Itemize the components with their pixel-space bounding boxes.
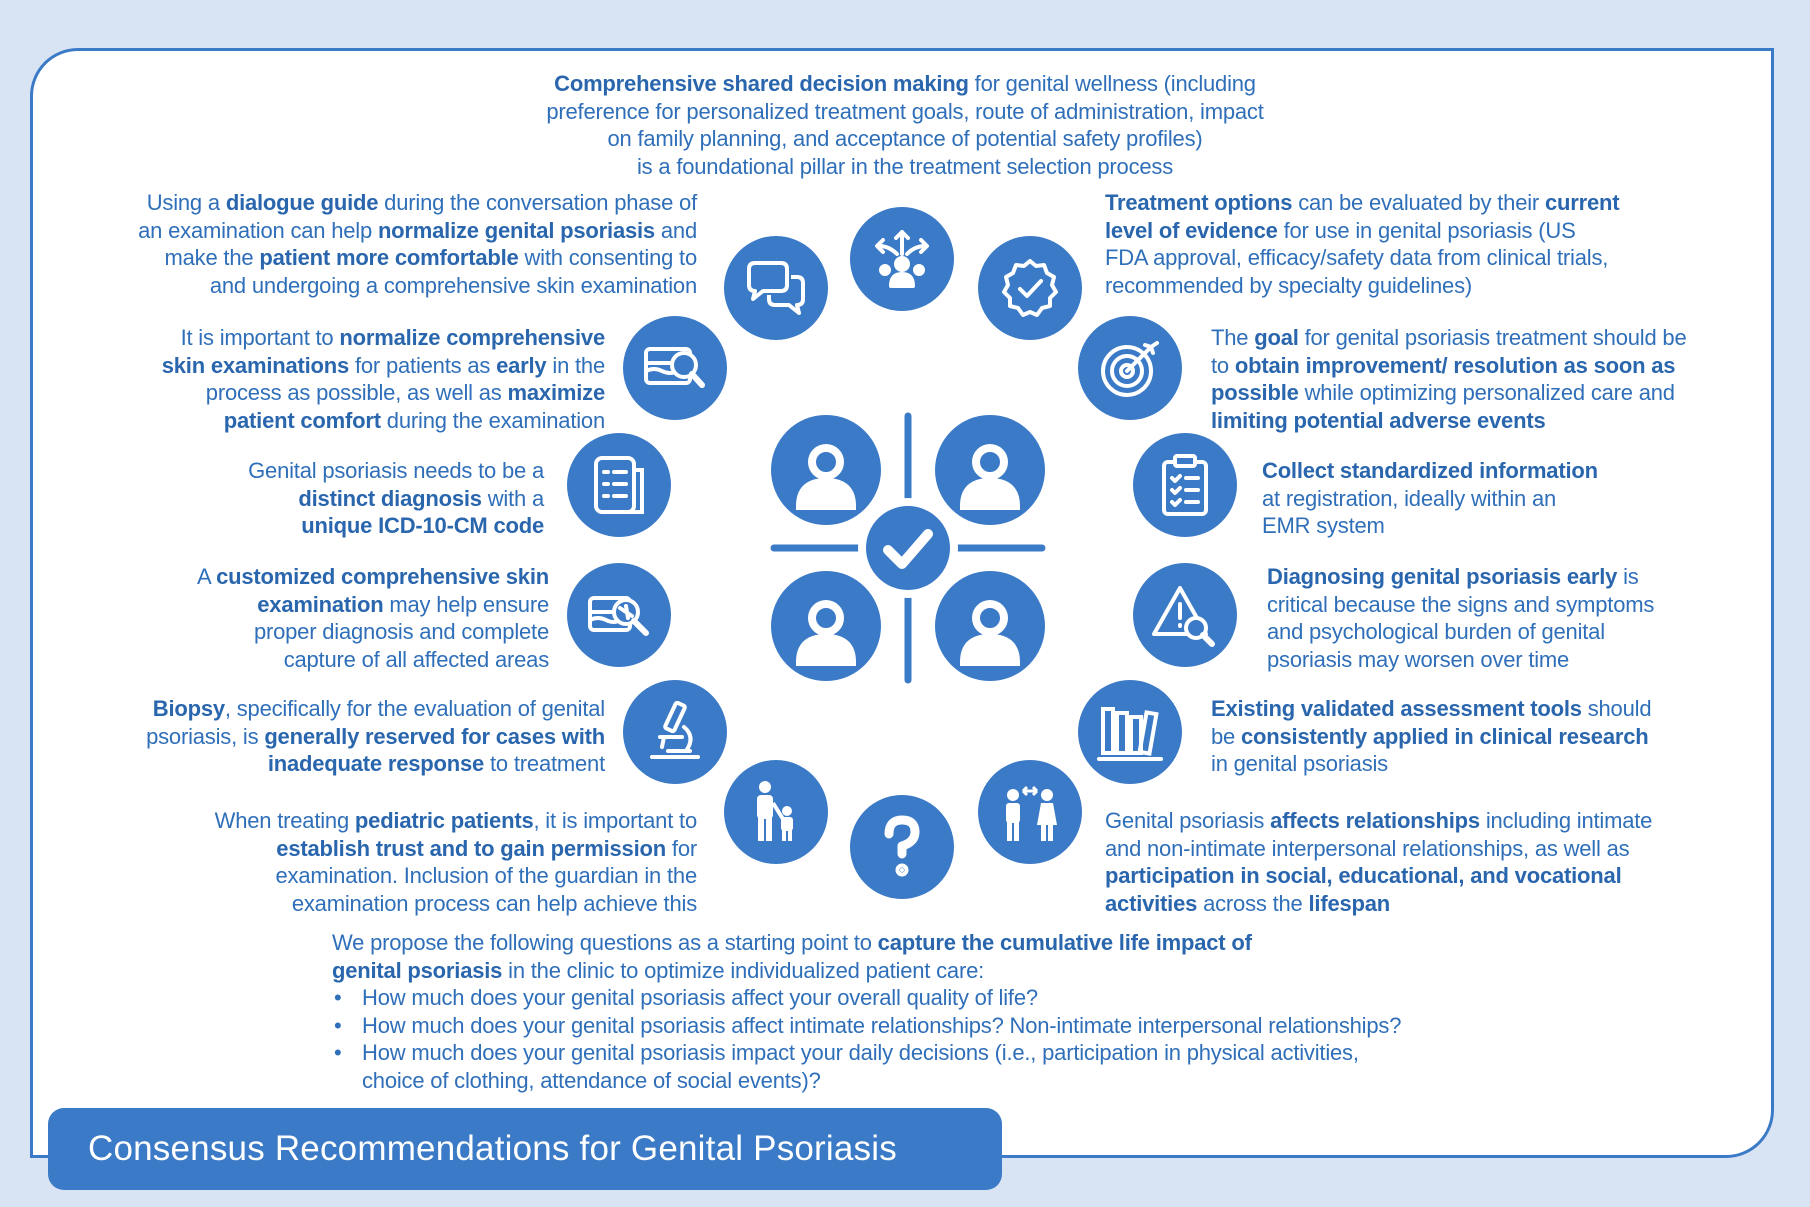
bold-run: activities	[1105, 890, 1198, 916]
text-line	[362, 1067, 1532, 1095]
treatment-goal-text	[1211, 324, 1731, 434]
text-line	[1262, 512, 1662, 540]
text-line	[100, 324, 605, 352]
text-line	[1267, 563, 1717, 591]
text-line	[362, 1012, 1532, 1040]
text-run: in the clinic to optimize individualized patient care:	[502, 957, 985, 983]
text-run: examination process can help achieve this	[291, 890, 697, 916]
text-run: process as possible, as well as	[205, 380, 508, 405]
skin-search-icon	[567, 563, 671, 667]
text-line	[90, 272, 697, 300]
text-line	[90, 244, 697, 272]
text-line	[332, 929, 1532, 957]
text-line	[1105, 217, 1705, 245]
text-run: while optimizing personalized care and	[1298, 380, 1675, 405]
text-line	[150, 485, 544, 513]
text-line	[470, 125, 1340, 153]
text-line	[1211, 352, 1731, 380]
text-run: at registration, ideally within an	[1262, 485, 1557, 511]
text-run: an examination can help	[138, 217, 378, 243]
text-line	[120, 618, 549, 646]
text-run: during the conversation phase of	[378, 190, 697, 215]
text-run: during the examination	[380, 407, 605, 433]
bold-run: Comprehensive shared decision making	[554, 71, 969, 96]
speech-bubbles-icon	[724, 236, 828, 340]
text-run: should	[1581, 696, 1652, 721]
text-run: , specifically for the evaluation of genital	[224, 696, 605, 721]
text-run: , it is important to	[533, 808, 697, 833]
bold-run: skin examinations	[161, 352, 350, 378]
text-run: critical because the signs and symptoms	[1267, 591, 1655, 617]
bold-run: genital psoriasis	[332, 957, 503, 983]
text-run: is a foundational pillar in the treatment selection process	[636, 153, 1174, 179]
skin-magnifier-icon	[623, 316, 727, 420]
text-line	[1267, 618, 1717, 646]
couple-icon	[978, 760, 1082, 864]
bold-run: Biopsy	[152, 696, 225, 721]
text-line	[470, 98, 1340, 126]
bold-run: patient more comfortable	[259, 245, 519, 270]
pediatric-text	[120, 807, 697, 917]
text-line	[120, 646, 549, 674]
shared-decision-text	[470, 70, 1340, 180]
text-run: recommended by specialty guidelines)	[1105, 272, 1472, 298]
relationships-text	[1105, 807, 1705, 917]
text-line	[120, 807, 697, 835]
bold-run: goal	[1254, 325, 1299, 350]
text-run: psoriasis may worsen over time	[1267, 646, 1570, 672]
bold-run: consistently applied in clinical research	[1240, 723, 1649, 749]
text-run: How much does your genital psoriasis impact your daily decisions (i.e., participation in physical activities,	[362, 1040, 1359, 1065]
bold-run: Diagnosing genital psoriasis early	[1267, 564, 1618, 589]
bold-run: Existing validated assessment tools	[1211, 696, 1582, 721]
bold-run: Treatment options	[1105, 190, 1293, 215]
text-line	[1105, 807, 1705, 835]
parent-child-icon	[724, 760, 828, 864]
bold-run: dialogue guide	[225, 190, 379, 215]
question-bullet-3	[332, 1039, 1532, 1094]
text-run: to	[1211, 352, 1235, 378]
text-line	[1105, 272, 1705, 300]
biopsy-text	[100, 695, 605, 778]
text-run: may help ensure	[383, 591, 549, 617]
text-line	[100, 723, 605, 751]
life-impact-questions	[332, 929, 1532, 1094]
dialogue-guide-text	[90, 189, 697, 299]
text-line	[100, 695, 605, 723]
text-run: It is important to	[180, 325, 340, 350]
badge-check-icon	[978, 236, 1082, 340]
text-run: We propose the following questions as a starting point to	[332, 930, 878, 955]
document-list-icon	[567, 433, 671, 537]
text-run: for patients as	[349, 352, 497, 378]
text-run: capture of all affected areas	[283, 646, 549, 672]
bold-run: distinct diagnosis	[298, 485, 482, 511]
bold-run: level of evidence	[1105, 217, 1278, 243]
bold-run: patient comfort	[223, 407, 381, 433]
page-title: Consensus Recommendations for Genital Psoriasis	[48, 1108, 1002, 1190]
bold-run: establish trust and to gain permission	[276, 835, 666, 861]
text-line	[332, 957, 1532, 985]
text-run: be	[1211, 723, 1241, 749]
text-line	[120, 563, 549, 591]
text-line	[150, 512, 544, 540]
target-icon	[1078, 316, 1182, 420]
bold-run: inadequate response	[267, 751, 485, 776]
text-run: for genital psoriasis treatment should be	[1298, 325, 1687, 350]
text-run: psoriasis, is	[146, 723, 265, 749]
distinct-diagnosis-text	[150, 457, 544, 540]
text-run: is	[1617, 564, 1639, 589]
text-run: to treatment	[484, 751, 605, 776]
text-line	[1211, 695, 1711, 723]
text-line	[1262, 457, 1662, 485]
text-line	[1105, 890, 1705, 918]
text-run: including intimate	[1479, 808, 1653, 833]
text-run: How much does your genital psoriasis affect intimate relationships? Non-intimate interpersonal relationships?	[362, 1012, 1402, 1038]
text-run: Using a	[146, 190, 226, 215]
text-line	[120, 835, 697, 863]
text-run: A	[196, 564, 217, 589]
microscope-icon	[623, 680, 727, 784]
assessment-tools-text	[1211, 695, 1711, 778]
text-run: and psychological burden of genital	[1267, 619, 1605, 644]
early-diagnosis-text	[1267, 563, 1717, 673]
text-run: make the	[164, 245, 260, 270]
text-run: can be evaluated by their	[1292, 190, 1545, 215]
text-run: across the	[1197, 890, 1309, 916]
bold-run: possible	[1211, 380, 1299, 405]
text-run: proper diagnosis and complete	[253, 619, 549, 644]
text-line	[1211, 750, 1711, 778]
text-line	[90, 189, 697, 217]
bold-run: participation in social, educational, and vocational	[1105, 863, 1622, 888]
bold-run: examination	[257, 591, 384, 617]
clipboard-icon	[1133, 433, 1237, 537]
question-bullet-1	[332, 984, 1532, 1012]
bold-run: affects relationships	[1270, 808, 1480, 833]
text-run: in the	[546, 352, 605, 378]
text-line	[100, 407, 605, 435]
text-run: and undergoing a comprehensive skin examination	[209, 272, 697, 298]
text-run: for use in genital psoriasis (US	[1277, 217, 1576, 243]
books-icon	[1078, 680, 1182, 784]
text-line	[470, 70, 1340, 98]
question-bullet-2	[332, 1012, 1532, 1040]
bold-run: early	[496, 352, 547, 378]
text-run: on family planning, and acceptance of potential safety profiles)	[607, 126, 1203, 151]
text-line	[120, 862, 697, 890]
text-line	[1267, 646, 1717, 674]
text-line	[1105, 835, 1705, 863]
text-line	[362, 1039, 1532, 1067]
text-line	[1211, 723, 1711, 751]
text-line	[100, 352, 605, 380]
text-run: The	[1211, 325, 1255, 350]
text-run: with a	[481, 485, 544, 511]
text-run: choice of clothing, attendance of social events)?	[362, 1067, 821, 1093]
text-run: for genital wellness (including	[968, 71, 1256, 96]
text-line	[150, 457, 544, 485]
custom-exam-text	[120, 563, 549, 673]
consensus-people-check-icon	[770, 410, 1046, 686]
decision-paths-icon	[850, 207, 954, 311]
text-run: When treating	[214, 808, 355, 833]
bold-run: normalize comprehensive	[339, 325, 605, 350]
question-icon	[850, 795, 954, 899]
bold-run: capture the cumulative life impact of	[877, 930, 1252, 955]
text-run: in genital psoriasis	[1211, 751, 1388, 776]
bold-run: Collect standardized information	[1262, 458, 1598, 483]
bold-run: obtain improvement/ resolution as soon as	[1234, 352, 1676, 378]
text-run: with consenting to	[518, 245, 697, 270]
text-line	[1211, 324, 1731, 352]
bold-run: pediatric patients	[354, 808, 534, 833]
text-run: and	[654, 217, 697, 243]
text-line	[1267, 591, 1717, 619]
text-line	[120, 591, 549, 619]
text-line	[362, 984, 1532, 1012]
bold-run: current	[1544, 190, 1620, 215]
text-run: Genital psoriasis needs to be a	[248, 458, 544, 483]
warning-search-icon	[1133, 563, 1237, 667]
text-line	[120, 890, 697, 918]
text-line	[100, 750, 605, 778]
text-line	[470, 153, 1340, 181]
text-run: for	[666, 835, 697, 861]
text-run: EMR system	[1262, 513, 1385, 538]
bold-run: customized comprehensive skin	[216, 564, 549, 589]
bold-run: normalize genital psoriasis	[377, 217, 655, 243]
text-run: examination. Inclusion of the guardian in the	[275, 863, 697, 888]
text-line	[90, 217, 697, 245]
text-line	[1211, 407, 1731, 435]
text-line	[1211, 379, 1731, 407]
text-line	[100, 379, 605, 407]
bold-run: maximize	[507, 380, 605, 405]
bold-run: generally reserved for cases with	[264, 723, 605, 749]
bold-run: unique ICD-10-CM code	[301, 513, 544, 538]
text-line	[1105, 862, 1705, 890]
text-run: preference for personalized treatment goals, route of administration, impact	[546, 98, 1264, 124]
text-run: FDA approval, efficacy/safety data from clinical trials,	[1105, 245, 1609, 270]
standardized-info-text	[1262, 457, 1662, 540]
text-run: How much does your genital psoriasis affect your overall quality of life?	[362, 985, 1038, 1010]
text-run: Genital psoriasis	[1105, 808, 1271, 833]
questions-intro	[332, 929, 1532, 984]
text-line	[1262, 485, 1662, 513]
bold-run: lifespan	[1308, 890, 1391, 916]
text-run: and non-intimate interpersonal relationships, as well as	[1105, 835, 1630, 861]
text-line	[1105, 189, 1705, 217]
treatment-options-text	[1105, 189, 1705, 299]
bold-run: limiting potential adverse events	[1211, 407, 1546, 433]
text-line	[1105, 244, 1705, 272]
normalize-exam-text	[100, 324, 605, 434]
